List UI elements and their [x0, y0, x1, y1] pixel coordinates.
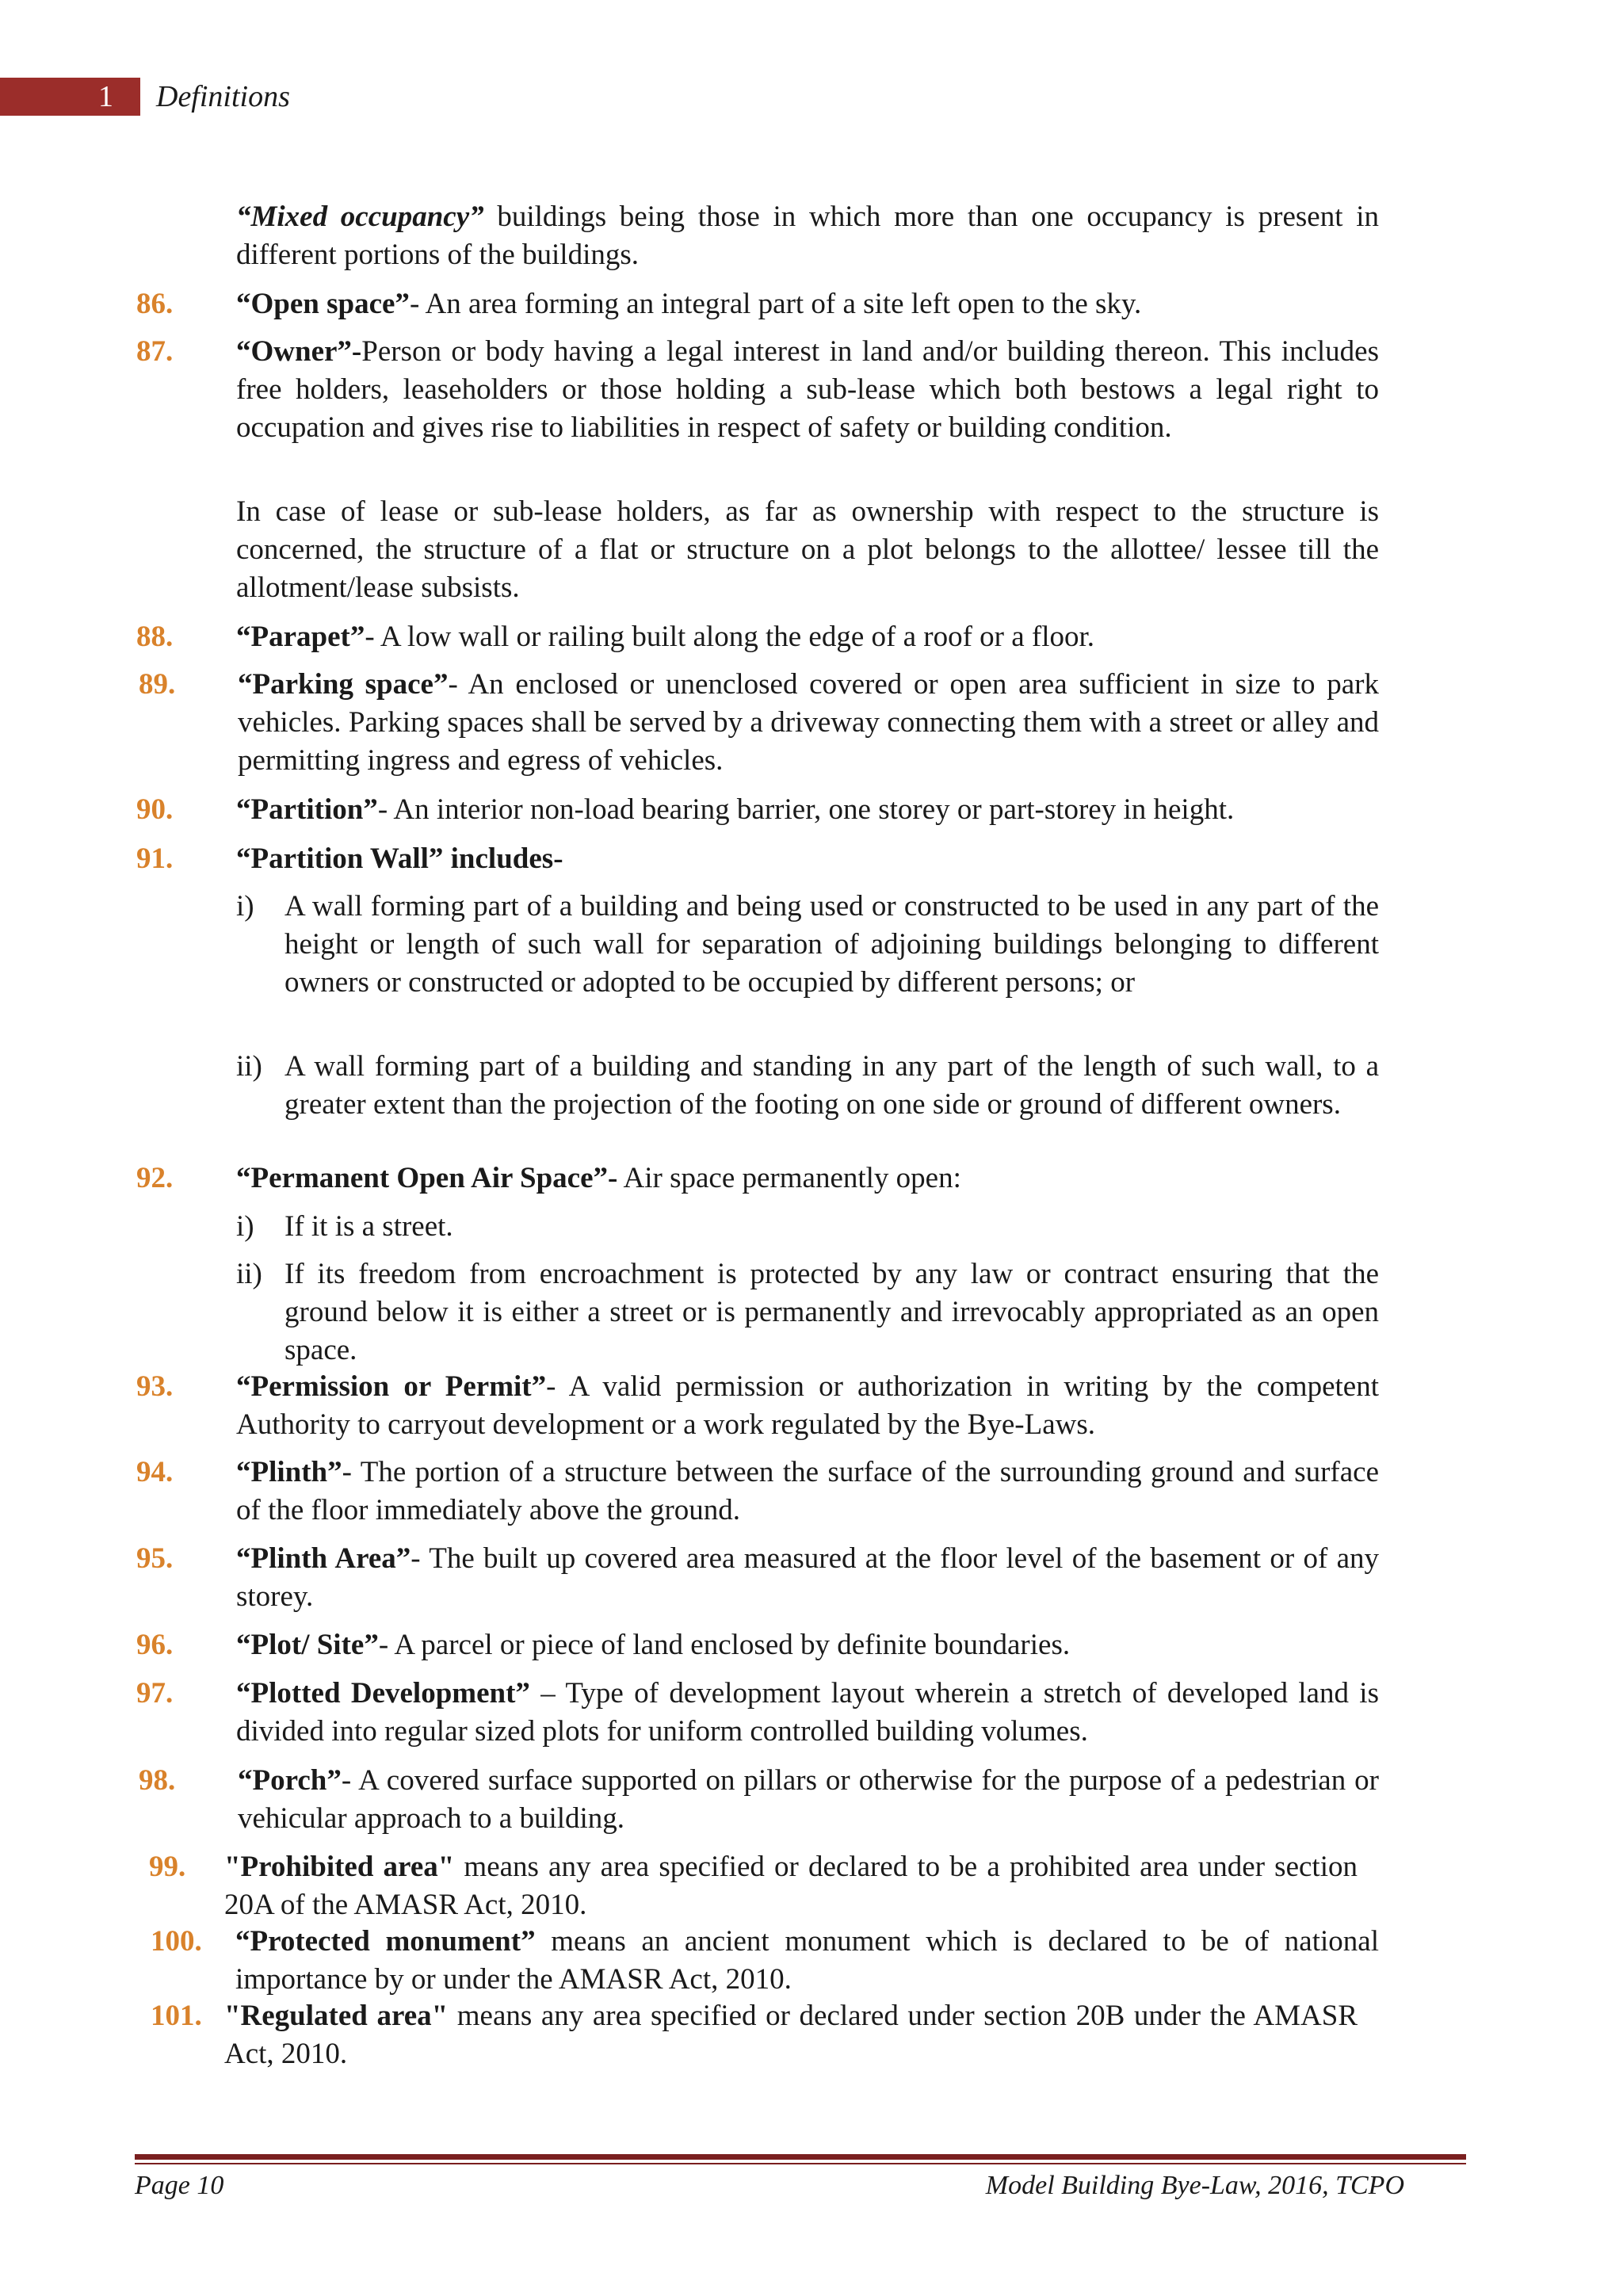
footer-rule	[135, 2163, 1466, 2164]
definition-number: 86.	[136, 288, 174, 320]
definition-text: means an ancient monument which is declared to be of national importance by or under the AMASR Act, 2010.	[235, 1925, 1379, 1996]
definition-text: - A parcel or piece of land enclosed by definite boundaries.	[378, 1629, 1071, 1661]
definition-item	[224, 1848, 1358, 1924]
definition-number: 98.	[139, 1764, 176, 1797]
definition-item	[235, 1923, 1379, 1999]
list-item-label: i)	[236, 890, 254, 923]
definition-term: “Protected monument”	[235, 1925, 536, 1958]
definition-term: “Plinth”	[236, 1456, 342, 1488]
definition-item	[224, 1997, 1358, 2073]
chapter-title: Definitions	[156, 80, 290, 113]
definition-item	[236, 285, 1379, 323]
list-item-text: If it is a street.	[285, 1210, 453, 1243]
definition-number: 91.	[136, 842, 174, 875]
definition-number: 100.	[151, 1925, 202, 1958]
definition-number: 99.	[149, 1851, 186, 1883]
definition-continuation: In case of lease or sub-lease holders, as far as ownership with respect to the structure is concerned, the structure of a flat or structure on a plot belongs to the allottee/ lessee till the allotment/lease subsists.	[236, 495, 1379, 604]
definition-term: “Plinth Area”	[236, 1542, 411, 1575]
definition-term: “Mixed occupancy”	[236, 201, 484, 233]
list-item-label: i)	[236, 1210, 254, 1243]
definition-text: - A valid permission or authorization in writing by the competent Authority to carryout development or a work regulated by the Bye-Laws.	[236, 1370, 1379, 1441]
page-number: Page 10	[135, 2171, 224, 2200]
publication-title: Model Building Bye-Law, 2016, TCPO	[985, 2171, 1404, 2200]
definition-number: 95.	[136, 1542, 174, 1575]
definition-number: 92.	[136, 1162, 174, 1194]
definition-item	[236, 840, 1379, 878]
definition-text: - A low wall or railing built along the edge of a roof or a floor.	[365, 621, 1095, 653]
definition-term: “Plot/ Site”	[236, 1629, 379, 1661]
definition-term: “Porch”	[238, 1764, 342, 1797]
definition-term: “Permanent Open Air Space”-	[236, 1162, 618, 1194]
definition-term: "Regulated area"	[224, 2000, 449, 2032]
list-item-label: ii)	[236, 1050, 262, 1083]
definition-item	[236, 1675, 1379, 1751]
definition-term: “Plotted Development”	[236, 1677, 530, 1710]
definition-text: means any area specified or declared to be a prohibited area under section 20A of the AMASR Act, 2010.	[224, 1851, 1358, 1921]
definition-number: 89.	[139, 668, 176, 701]
definition-term: “Partition”	[236, 793, 378, 826]
definition-item	[238, 666, 1379, 780]
definition-text: – Type of development layout wherein a stretch of developed land is divided into regular sized plots for uniform controlled building volumes.	[236, 1677, 1379, 1748]
definition-text: buildings being those in which more than one occupancy is present in different portions of the buildings.	[236, 201, 1379, 271]
definition-item	[236, 1368, 1379, 1444]
definition-term: “Parking space”	[238, 668, 449, 701]
definition-mixed-occupancy	[236, 198, 1379, 274]
definition-text: means any area specified or declared under section 20B under the AMASR Act, 2010.	[224, 2000, 1358, 2070]
definition-number: 96.	[136, 1629, 174, 1661]
definition-number: 101.	[151, 2000, 202, 2032]
definition-text: - An enclosed or unenclosed covered or open area sufficient in size to park vehicles. Parking spaces shall be served by a driveway connecting them with a street or alley and permitting ingress and egress of vehicles.	[238, 668, 1379, 777]
definition-text: -	[553, 842, 563, 875]
definition-term: "Prohibited area"	[224, 1851, 455, 1883]
definition-item	[236, 791, 1379, 829]
definition-term: “Partition Wall” includes	[236, 842, 554, 875]
chapter-number: 1	[98, 80, 113, 113]
definition-term: “Parapet”	[236, 621, 365, 653]
definition-item	[236, 1540, 1379, 1616]
definition-item	[236, 618, 1379, 656]
list-item-text: If its freedom from encroachment is protected by any law or contract ensuring that the ground below it is either a street or is permanently and irrevocably appropriated as an open space.	[285, 1258, 1379, 1366]
definition-item	[236, 1454, 1379, 1530]
definition-term: “Open space”	[236, 288, 410, 320]
definition-text: Person or body having a legal interest in land and/or building thereon. This includes free holders, leaseholders or those holding a sub-lease which both bestows a legal right to occupation and gives rise to liabilities in respect of safety or building condition.	[236, 335, 1379, 444]
list-item-text: A wall forming part of a building and being used or constructed to be used in any part of the height or length of such wall for separation of adjoining buildings belonging to different owners or constructed or adopted to be occupied by different persons; or	[285, 890, 1379, 999]
footer-rule	[135, 2154, 1466, 2160]
definition-text: - The portion of a structure between the surface of the surrounding ground and surface of the floor immediately above the ground.	[236, 1456, 1379, 1526]
definition-number: 87.	[136, 335, 174, 368]
definition-text: - An interior non-load bearing barrier, one storey or part-storey in height.	[377, 793, 1235, 826]
definition-term: “Owner”-	[236, 335, 362, 368]
definition-number: 93.	[136, 1370, 174, 1403]
definition-text: - A covered surface supported on pillars or otherwise for the purpose of a pedestrian or vehicular approach to a building.	[238, 1764, 1379, 1835]
definition-text: - The built up covered area measured at the floor level of the basement or of any storey.	[236, 1542, 1379, 1613]
definition-item	[238, 1762, 1379, 1838]
definition-number: 94.	[136, 1456, 174, 1488]
definition-number: 88.	[136, 621, 174, 653]
definition-text: Air space permanently open:	[617, 1162, 961, 1194]
list-item-text: A wall forming part of a building and standing in any part of the length of such wall, to a greater extent than the projection of the footing on one side or ground of different owners.	[285, 1050, 1379, 1121]
definition-text: - An area forming an integral part of a site left open to the sky.	[409, 288, 1142, 320]
list-item-label: ii)	[236, 1258, 262, 1290]
definition-item	[236, 333, 1379, 447]
definition-number: 90.	[136, 793, 174, 826]
definition-term: “Permission or Permit”	[236, 1370, 547, 1403]
definition-number: 97.	[136, 1677, 174, 1710]
definition-item	[236, 1159, 1379, 1198]
definition-item	[236, 1626, 1379, 1664]
